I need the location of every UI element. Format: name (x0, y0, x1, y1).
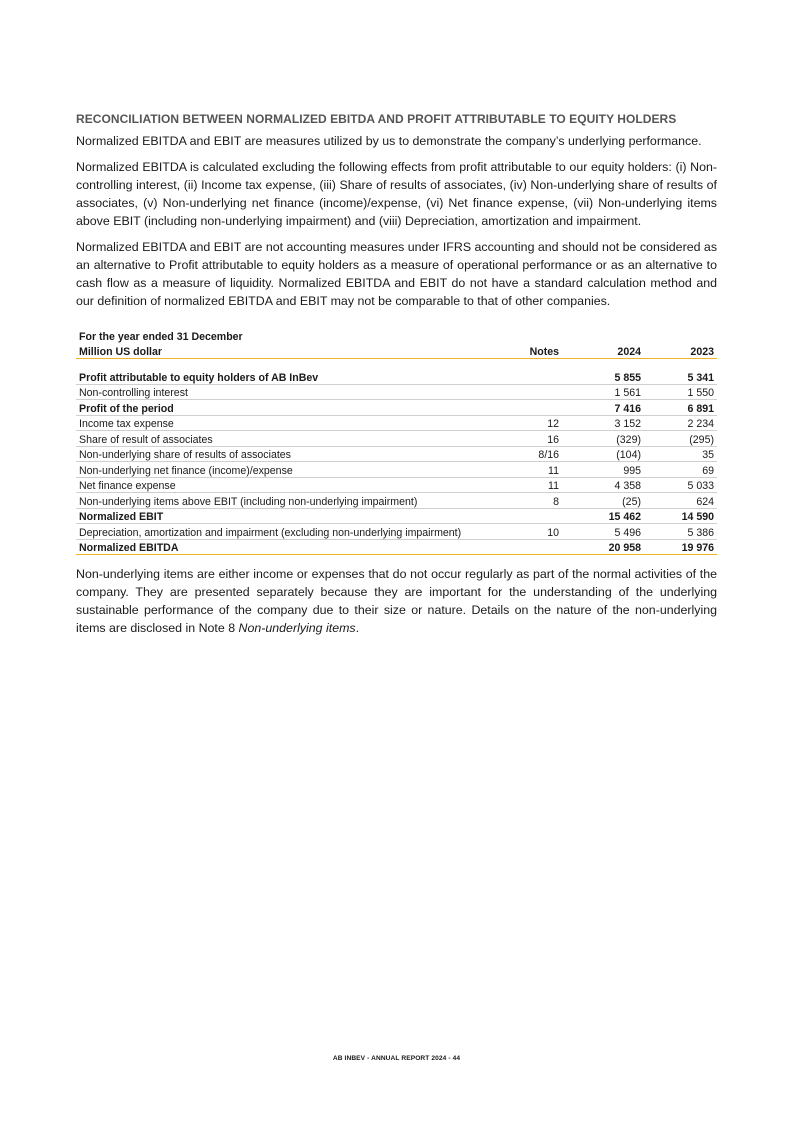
unit-label: Million US dollar (76, 343, 479, 359)
year-2024-header: 2024 (571, 343, 644, 359)
row-value-2023: 19 976 (644, 539, 717, 555)
row-notes: 11 (479, 462, 571, 478)
row-value-2024: 1 561 (571, 384, 644, 400)
row-value-2023: 5 033 (644, 477, 717, 493)
row-value-2024: (25) (571, 493, 644, 509)
row-value-2023: 35 (644, 446, 717, 462)
row-label: Net finance expense (76, 477, 479, 493)
row-value-2024: 3 152 (571, 415, 644, 431)
row-value-2024: 5 496 (571, 524, 644, 540)
row-label: Profit attributable to equity holders of AB InBev (76, 369, 479, 384)
row-label: Non-underlying net finance (income)/expense (76, 462, 479, 478)
table-row (76, 508, 717, 524)
row-value-2024: 20 958 (571, 539, 644, 555)
table-header-period (76, 328, 717, 343)
table-row (76, 477, 717, 493)
row-value-2023: 5 341 (644, 369, 717, 384)
row-value-2024: (329) (571, 431, 644, 447)
row-notes (479, 508, 571, 524)
intro-paragraph: Normalized EBITDA and EBIT are measures utilized by us to demonstrate the company’s underlying performance. (76, 134, 702, 148)
table-row (76, 524, 717, 540)
row-value-2023: 1 550 (644, 384, 717, 400)
notes-column-header: Notes (479, 343, 571, 359)
row-value-2024: 4 358 (571, 477, 644, 493)
row-value-2024: 5 855 (571, 369, 644, 384)
row-label: Normalized EBIT (76, 508, 479, 524)
row-notes: 8 (479, 493, 571, 509)
row-notes: 12 (479, 415, 571, 431)
row-notes: 10 (479, 524, 571, 540)
closing-text: Non-underlying items are either income or expenses that do not occur regularly as part of the normal activities of the company. They are presented separately because they are important for the understanding of the underlying sustainable performance of the company due to their size or nature. Details on the nature of the non-underlying items are disclosed in Note 8 (76, 567, 717, 635)
row-value-2023: 2 234 (644, 415, 717, 431)
page-footer: AB INBEV - ANNUAL REPORT 2024 - 44 (332, 1055, 461, 1062)
disclaimer-paragraph: Normalized EBITDA and EBIT are not accounting measures under IFRS accounting and should not be considered as an alternative to Profit attributable to equity holders as a measure of operational performance or as an alternative to cash flow as a measure of liquidity. Normalized EBITDA and EBIT do not have a standard calculation method and our definition of normalized EBITDA and EBIT may not be comparable to that of other companies. (76, 240, 718, 308)
table-row (76, 415, 717, 431)
row-notes (479, 539, 571, 555)
row-value-2023: (295) (644, 431, 717, 447)
row-value-2024: 15 462 (571, 508, 644, 524)
closing-end: . (355, 621, 360, 635)
table-body (76, 369, 717, 555)
row-value-2023: 5 386 (644, 524, 717, 540)
row-label: Non-underlying share of results of associates (76, 446, 479, 462)
row-notes: 11 (479, 477, 571, 493)
row-value-2024: 995 (571, 462, 644, 478)
row-value-2024: 7 416 (571, 400, 644, 416)
row-label: Income tax expense (76, 415, 479, 431)
table-row (76, 493, 717, 509)
row-label: Profit of the period (76, 400, 479, 416)
reconciliation-table (76, 328, 717, 555)
row-notes (479, 384, 571, 400)
row-label: Depreciation, amortization and impairment (excluding non-underlying impairment) (76, 524, 479, 540)
period-label: For the year ended 31 December (79, 331, 243, 343)
table-row (76, 539, 717, 555)
note-reference: Non-underlying items (238, 621, 356, 635)
closing-paragraph (76, 565, 717, 637)
section-heading: RECONCILIATION BETWEEN NORMALIZED EBITDA AND PROFIT ATTRIBUTABLE TO EQUITY HOLDERS (76, 112, 677, 126)
row-notes (479, 400, 571, 416)
table-row (76, 431, 717, 447)
row-value-2023: 624 (644, 493, 717, 509)
table-row (76, 400, 717, 416)
table-row (76, 462, 717, 478)
report-page (76, 112, 717, 645)
row-label: Non-controlling interest (76, 384, 479, 400)
row-value-2024: (104) (571, 446, 644, 462)
row-value-2023: 6 891 (644, 400, 717, 416)
row-label: Normalized EBITDA (76, 539, 479, 555)
row-notes: 16 (479, 431, 571, 447)
table-row (76, 384, 717, 400)
table-row (76, 446, 717, 462)
calculation-paragraph: Normalized EBITDA is calculated excluding the following effects from profit attributable to our equity holders: (i) Non-controlling interest, (ii) Income tax expense, (iii) Share of results of associates, (iv) Non-underlying share of results of associates, (v) Non-underlying net finance (income)/expense, (vi) Net finance expense, (vii) Non-underlying items above EBIT (including non-underlying impairment) and (viii) Depreciation, amortization and impairment. (76, 160, 717, 228)
row-value-2023: 14 590 (644, 508, 717, 524)
table-header (76, 343, 717, 359)
year-2023-header: 2023 (644, 343, 717, 359)
row-label: Non-underlying items above EBIT (including non-underlying impairment) (76, 493, 479, 509)
row-notes: 8/16 (479, 446, 571, 462)
row-value-2023: 69 (644, 462, 717, 478)
row-label: Share of result of associates (76, 431, 479, 447)
table-row (76, 369, 717, 384)
row-notes (479, 369, 571, 384)
